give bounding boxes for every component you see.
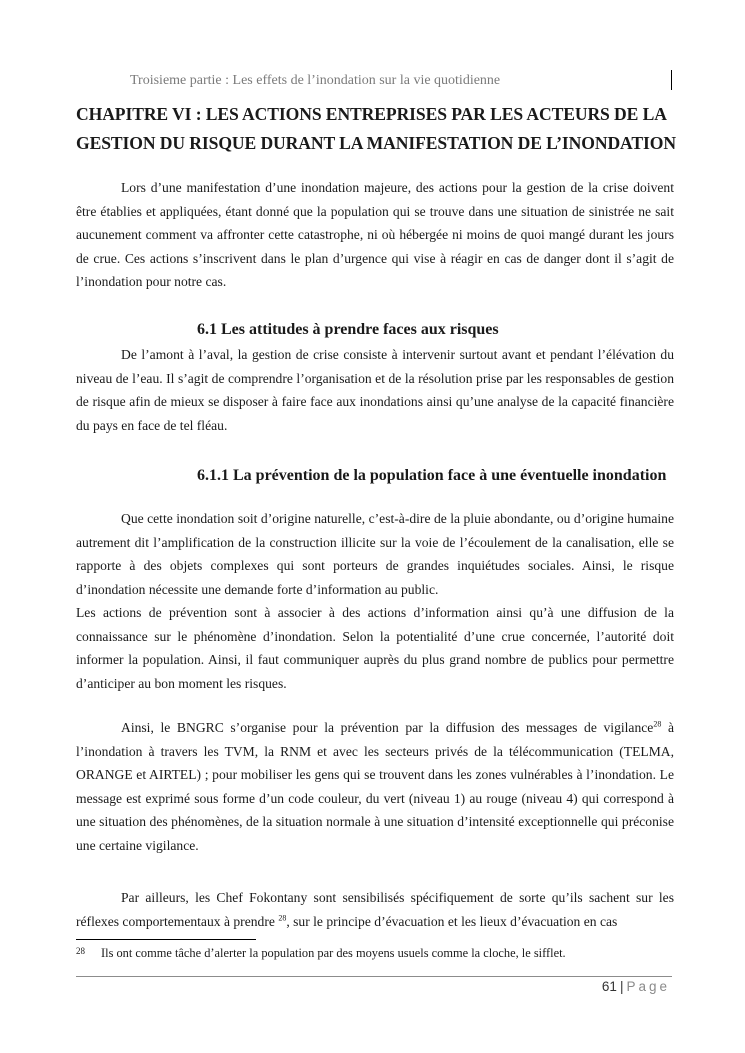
page-label: Page	[626, 979, 670, 994]
vigilance-paragraph	[76, 716, 674, 857]
footnote	[76, 946, 676, 961]
section-6-1-1-heading: 6.1.1 La prévention de la population face à une éventuelle inondation	[197, 467, 667, 484]
vigilance-text-start: Ainsi, le BNGRC s’organise pour la prévention par la diffusion des messages de vigilance	[121, 720, 654, 735]
footnote-number: 28	[76, 946, 85, 956]
fokontany-text-start: Par ailleurs, les Chef Fokontany sont sensibilisés spécifiquement de sorte qu’ils sachent sur les réflexes comportementaux à prendre	[76, 890, 674, 929]
running-header: Troisieme partie : Les effets de l’inondation sur la vie quotidienne	[130, 73, 501, 88]
prevention-paragraph-2: Les actions de prévention sont à associer à des actions d’information ainsi qu’à une diffusion de la connaissance sur le phénomène d’inondation. Selon la potentialité d’une crue concernée, l’autorité doit informer la population. Ainsi, il faut communiquer auprès du plus grand nombre de publics pour permettre d’anticiper au bon moment les risques.	[76, 605, 674, 691]
footnote-reference: 28	[278, 912, 287, 922]
intro-paragraph: Lors d’une manifestation d’une inondation majeure, des actions pour la gestion de la crise doivent être établies et appliquées, étant donné que la population qui se trouve dans une situation de sinistrée ne sait aucunement comment va affronter cette catastrophe, ni où hébergée ni moins de quoi mangé durant les jours de crue. Ces actions s’inscrivent dans le plan d’urgence qui vise à réagir en cas de danger dont il s’agit de l’inondation pour notre cas.	[76, 180, 674, 289]
footer-rule	[76, 976, 672, 977]
prevention-paragraph-1: Que cette inondation soit d’origine naturelle, c’est-à-dire de la pluie abondante, ou d’origine humaine autrement dit l’amplification de la construction illicite sur la voie de l’écoulement de la canalisation, elle se rapporte à des objets complexes qui sont porteurs de grandes inquiétudes sociales. Ainsi, le risque d’inondation nécessite une demande forte d’information au public.	[76, 511, 674, 597]
page-number: 61	[601, 979, 617, 994]
page-footer	[602, 979, 670, 994]
section-6-1-paragraph: De l’amont à l’aval, la gestion de crise consiste à intervenir surtout avant et pendant l’élévation du niveau de l’eau. Il s’agit de comprendre l’organisation et de la résolution prise par les responsables de gestion de risque afin de mieux se disposer à faire face aux inondations ainsi qu’une analyse de la capacité financière du pays en face de tel fléau.	[76, 347, 674, 433]
section-6-1-heading: 6.1 Les attitudes à prendre faces aux risques	[197, 321, 499, 338]
vigilance-text-end: à l’inondation à travers les TVM, la RNM et avec les secteurs privés de la télécommunication (TELMA, ORANGE et AIRTEL) ; pour mobiliser les gens qui se trouvent dans les zones vulnérables à l’inondation. Le message est exprimé sous forme d’un code couleur, du vert (niveau 1) au rouge (niveau 4) qui correspond à une situation des phénomènes, de la situation normale à une situation d’intensité exceptionnelle qui préconise une certaine vigilance.	[76, 720, 674, 853]
fokontany-text-end: , sur le principe d’évacuation et les lieux d’évacuation en cas	[286, 913, 618, 929]
section-6-1-1-body	[0, 507, 674, 695]
chapter-title	[76, 100, 676, 158]
chapter-title-line-1: CHAPITRE VI : LES ACTIONS ENTREPRISES PAR LES ACTEURS DE LA	[76, 104, 667, 124]
footnote-text: Ils ont comme tâche d’alerter la population par des moyens usuels comme la cloche, le sifflet.	[101, 946, 566, 960]
footer-separator: |	[619, 979, 624, 994]
header-vertical-rule	[671, 70, 672, 90]
fokontany-paragraph	[76, 886, 674, 933]
footnote-separator	[76, 939, 256, 940]
chapter-title-line-2: GESTION DU RISQUE DURANT LA MANIFESTATION DE L’INONDATION	[76, 133, 676, 153]
footnote-reference: 28	[653, 719, 662, 729]
